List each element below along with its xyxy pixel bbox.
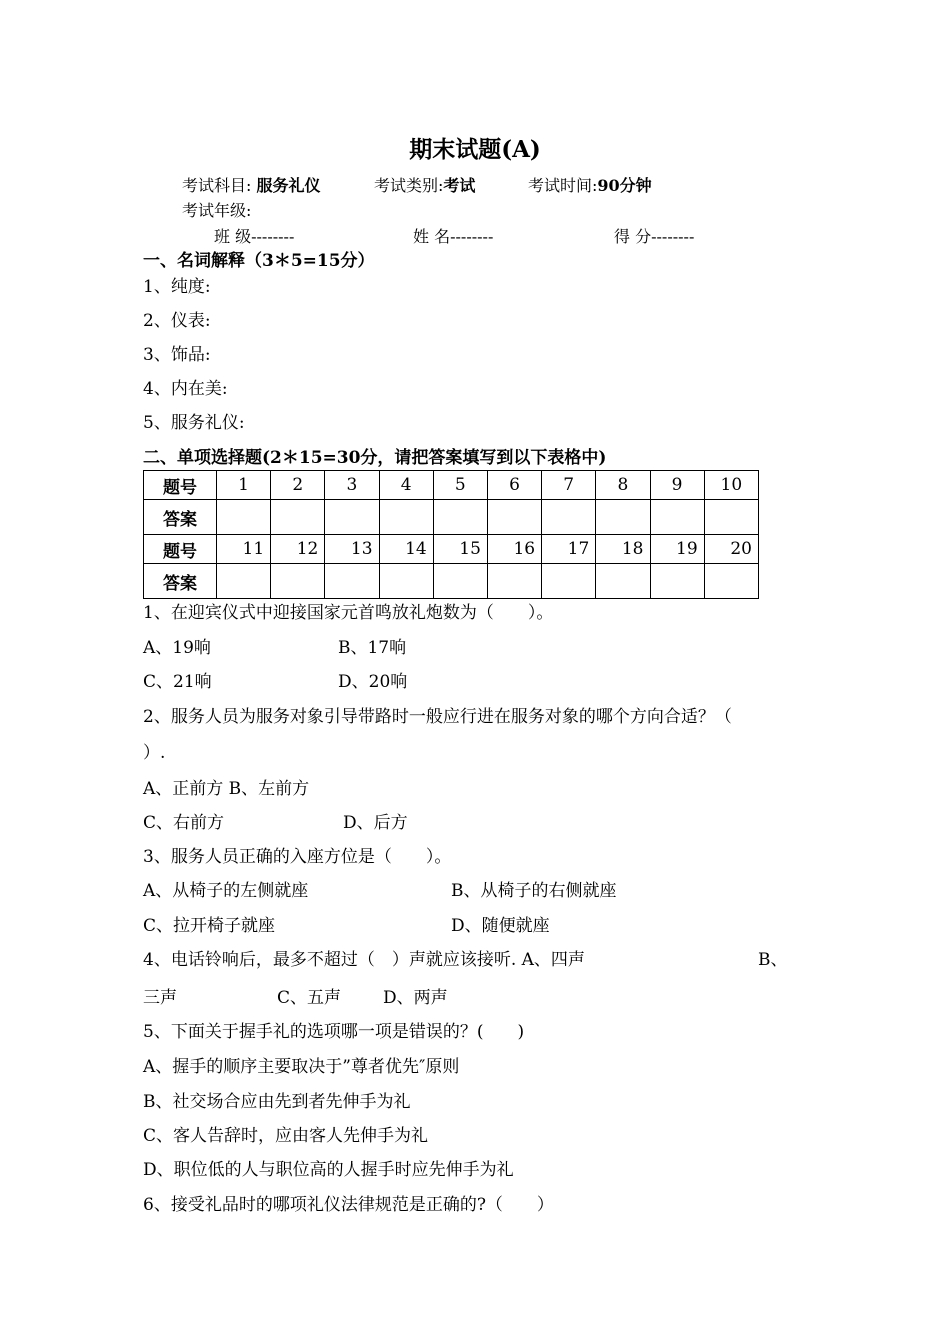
- subject-label: 考试科目:: [182, 176, 252, 195]
- q4-option-c: C、五声: [277, 988, 342, 1008]
- answer-cell[interactable]: [487, 564, 541, 599]
- q5-option-c: C、客人告辞时，应由客人先伸手为礼: [143, 1126, 429, 1146]
- question-number: 7: [542, 471, 596, 500]
- answer-cell[interactable]: [271, 564, 325, 599]
- section2-heading: 二、单项选择题(2＊15=30分，请把答案填写到以下表格中): [143, 448, 607, 468]
- time-value: 90分钟: [597, 176, 652, 195]
- answer-cell[interactable]: [596, 564, 650, 599]
- exam-subject: [182, 178, 321, 194]
- answer-cell[interactable]: [487, 500, 541, 535]
- q1-option-d: D、20响: [338, 672, 408, 692]
- q2-option-c: C、右前方: [143, 813, 225, 833]
- question-1: 1、在迎宾仪式中迎接国家元首鸣放礼炮数为（ ）。: [143, 603, 554, 623]
- term-item-2: 2、仪表:: [143, 311, 211, 331]
- q1-option-c: C、21响: [143, 672, 212, 692]
- question-number: 18: [596, 535, 650, 564]
- q5-option-b: B、社交场合应由先到者先伸手为礼: [143, 1092, 411, 1112]
- q1-option-a: A、19响: [143, 638, 211, 658]
- term-item-1: 1、纯度:: [143, 277, 211, 297]
- question-number: 17: [542, 535, 596, 564]
- question-number: 2: [271, 471, 325, 500]
- answer-row: [144, 500, 759, 535]
- answer-cell[interactable]: [704, 500, 758, 535]
- grade-label: 考试年级:: [182, 201, 252, 220]
- exam-type: [374, 178, 475, 194]
- answer-cell[interactable]: [650, 500, 704, 535]
- question-5: 5、下面关于握手礼的选项哪一项是错误的？( ): [143, 1022, 525, 1042]
- question-number: 9: [650, 471, 704, 500]
- question-2: 2、服务人员为服务对象引导带路时一般应行进在服务对象的哪个方向合适？（: [143, 707, 732, 727]
- answer-row: [144, 564, 759, 599]
- question-3: 3、服务人员正确的入座方位是（ ）。: [143, 847, 452, 867]
- type-label: 考试类别:: [374, 176, 444, 195]
- answer-label: 答案: [144, 564, 217, 599]
- answer-cell[interactable]: [217, 500, 271, 535]
- question-4: 4、电话铃响后，最多不超过（ ）声就应该接听. A、四声: [143, 950, 585, 970]
- question-number: 13: [325, 535, 379, 564]
- score-field: [614, 229, 694, 245]
- question-number: 10: [704, 471, 758, 500]
- type-value: 考试: [443, 176, 476, 195]
- term-item-3: 3、饰品:: [143, 345, 211, 365]
- question-number: 19: [650, 535, 704, 564]
- question-number: 8: [596, 471, 650, 500]
- name-field: [413, 229, 493, 245]
- q1-option-b: B、17响: [338, 638, 407, 658]
- answer-cell[interactable]: [325, 500, 379, 535]
- question-number: 11: [217, 535, 271, 564]
- question-number: 6: [487, 471, 541, 500]
- answer-label: 答案: [144, 500, 217, 535]
- q3-option-b: B、从椅子的右侧就座: [451, 881, 617, 901]
- answer-cell[interactable]: [542, 564, 596, 599]
- answer-cell[interactable]: [379, 500, 433, 535]
- q4-option-b-value: 三声: [143, 988, 177, 1008]
- q3-option-a: A、从椅子的左侧就座: [143, 881, 309, 901]
- q3-option-c: C、拉开椅子就座: [143, 916, 276, 936]
- q4-option-b-label: B、: [758, 950, 788, 970]
- question-number-label: 题号: [144, 471, 217, 500]
- question-number: 3: [325, 471, 379, 500]
- question-2-cont: ）.: [143, 743, 166, 763]
- question-number: 20: [704, 535, 758, 564]
- question-number-row: [144, 535, 759, 564]
- q5-option-d: D、职位低的人与职位高的人握手时应先伸手为礼: [143, 1160, 514, 1180]
- answer-cell[interactable]: [433, 500, 487, 535]
- term-item-5: 5、服务礼仪:: [143, 413, 245, 433]
- question-number: 4: [379, 471, 433, 500]
- name-label: 姓 名: [413, 227, 451, 246]
- answer-table: [143, 470, 759, 599]
- question-number: 15: [433, 535, 487, 564]
- name-blank[interactable]: --------: [450, 227, 494, 246]
- answer-cell[interactable]: [325, 564, 379, 599]
- question-number: 14: [379, 535, 433, 564]
- question-number: 16: [487, 535, 541, 564]
- class-label: 班 级: [214, 227, 252, 246]
- class-blank[interactable]: --------: [251, 227, 295, 246]
- question-6: 6、接受礼品时的哪项礼仪法律规范是正确的?（ ）: [143, 1195, 554, 1215]
- answer-cell[interactable]: [217, 564, 271, 599]
- section1-heading: 一、名词解释（3＊5=15分）: [143, 251, 375, 271]
- question-number: 12: [271, 535, 325, 564]
- q4-option-d: D、两声: [383, 988, 448, 1008]
- answer-cell[interactable]: [433, 564, 487, 599]
- question-number: 1: [217, 471, 271, 500]
- question-number: 5: [433, 471, 487, 500]
- time-label: 考试时间:: [528, 176, 598, 195]
- class-field: [214, 229, 294, 245]
- answer-cell[interactable]: [542, 500, 596, 535]
- answer-cell[interactable]: [650, 564, 704, 599]
- subject-value: 服务礼仪: [256, 176, 321, 195]
- page-title: 期末试题(A): [409, 136, 541, 163]
- q3-option-d: D、随便就座: [451, 916, 550, 936]
- q2-option-ab: A、正前方 B、左前方: [143, 779, 310, 799]
- q2-option-d: D、后方: [343, 813, 408, 833]
- score-blank[interactable]: --------: [651, 227, 695, 246]
- exam-time: [528, 178, 652, 194]
- question-number-label: 题号: [144, 535, 217, 564]
- answer-cell[interactable]: [379, 564, 433, 599]
- question-number-row: [144, 471, 759, 500]
- term-item-4: 4、内在美:: [143, 379, 228, 399]
- answer-cell[interactable]: [271, 500, 325, 535]
- answer-cell[interactable]: [596, 500, 650, 535]
- score-label: 得 分: [614, 227, 652, 246]
- q5-option-a: A、握手的顺序主要取决于”尊者优先″原则: [143, 1057, 460, 1077]
- answer-cell[interactable]: [704, 564, 758, 599]
